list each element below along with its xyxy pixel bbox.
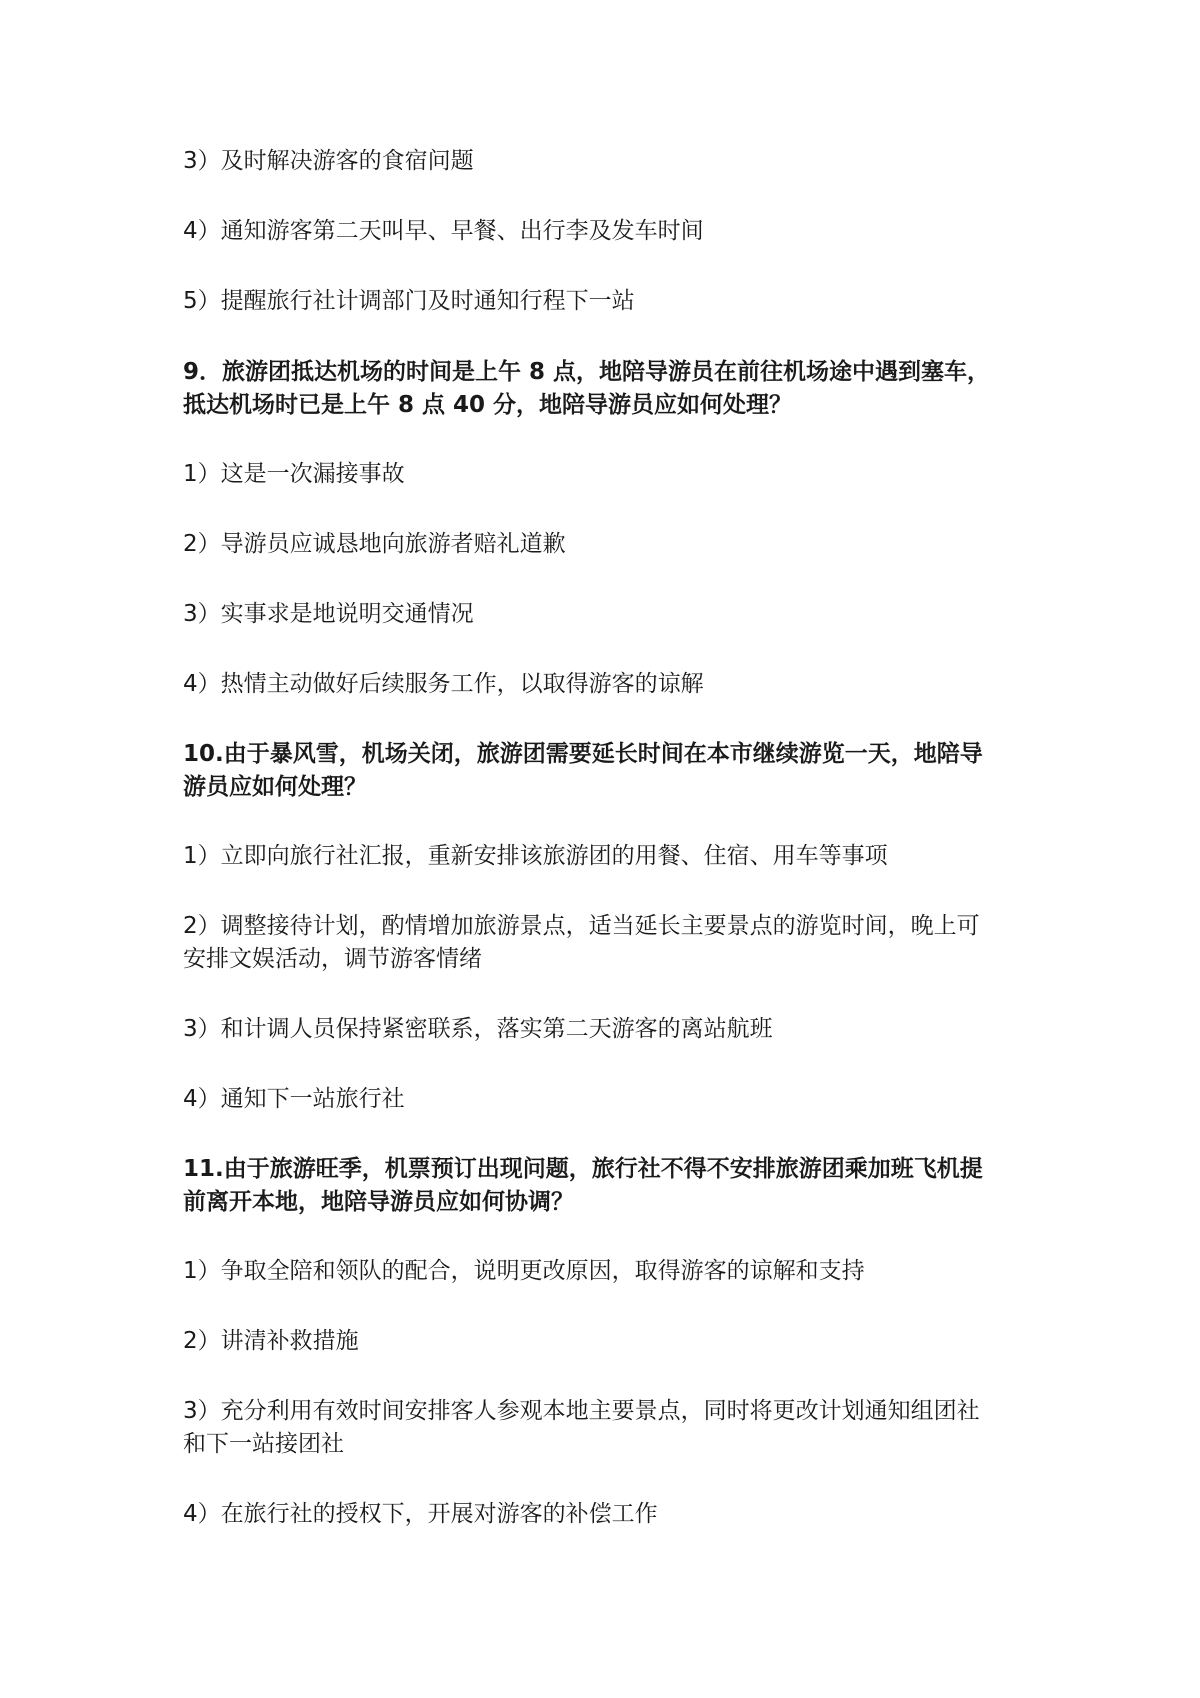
answer-line: 4）通知下一站旅行社 bbox=[183, 1086, 405, 1112]
answer-line: 安排文娱活动，调节游客情绪 bbox=[183, 946, 482, 972]
question-line: 游员应如何处理？ bbox=[183, 774, 367, 800]
question-line: 抵达机场时已是上午 8 点 40 分，地陪导游员应如何处理？ bbox=[183, 392, 793, 418]
answer-line: 4）通知游客第二天叫早、早餐、出行李及发车时间 bbox=[183, 218, 704, 244]
answer-line: 和下一站接团社 bbox=[183, 1431, 344, 1457]
answer-line: 4）热情主动做好后续服务工作，以取得游客的谅解 bbox=[183, 671, 704, 697]
answer-line: 3）和计调人员保持紧密联系，落实第二天游客的离站航班 bbox=[183, 1016, 773, 1042]
answer-line: 4）在旅行社的授权下，开展对游客的补偿工作 bbox=[183, 1501, 658, 1527]
answer-line: 2）讲清补救措施 bbox=[183, 1328, 359, 1354]
question-line: 10.由于暴风雪，机场关闭，旅游团需要延长时间在本市继续游览一天，地陪导 bbox=[183, 741, 983, 767]
answer-line: 3）充分利用有效时间安排客人参观本地主要景点，同时将更改计划通知组团社 bbox=[183, 1398, 980, 1424]
question-line: 9．旅游团抵达机场的时间是上午 8 点，地陪导游员在前往机场途中遇到塞车， bbox=[183, 359, 991, 385]
answer-line: 1）这是一次漏接事故 bbox=[183, 461, 405, 487]
question-line: 11.由于旅游旺季，机票预订出现问题，旅行社不得不安排旅游团乘加班飞机提 bbox=[183, 1156, 983, 1182]
answer-line: 1）立即向旅行社汇报，重新安排该旅游团的用餐、住宿、用车等事项 bbox=[183, 843, 888, 869]
answer-line: 3）实事求是地说明交通情况 bbox=[183, 601, 474, 627]
answer-line: 3）及时解决游客的食宿问题 bbox=[183, 148, 474, 174]
question-line: 前离开本地，地陪导游员应如何协调？ bbox=[183, 1189, 574, 1215]
answer-line: 1）争取全陪和领队的配合，说明更改原因，取得游客的谅解和支持 bbox=[183, 1258, 865, 1284]
answer-line: 5）提醒旅行社计调部门及时通知行程下一站 bbox=[183, 288, 635, 314]
answer-line: 2）导游员应诚恳地向旅游者赔礼道歉 bbox=[183, 531, 566, 557]
answer-line: 2）调整接待计划，酌情增加旅游景点，适当延长主要景点的游览时间，晚上可 bbox=[183, 913, 980, 939]
